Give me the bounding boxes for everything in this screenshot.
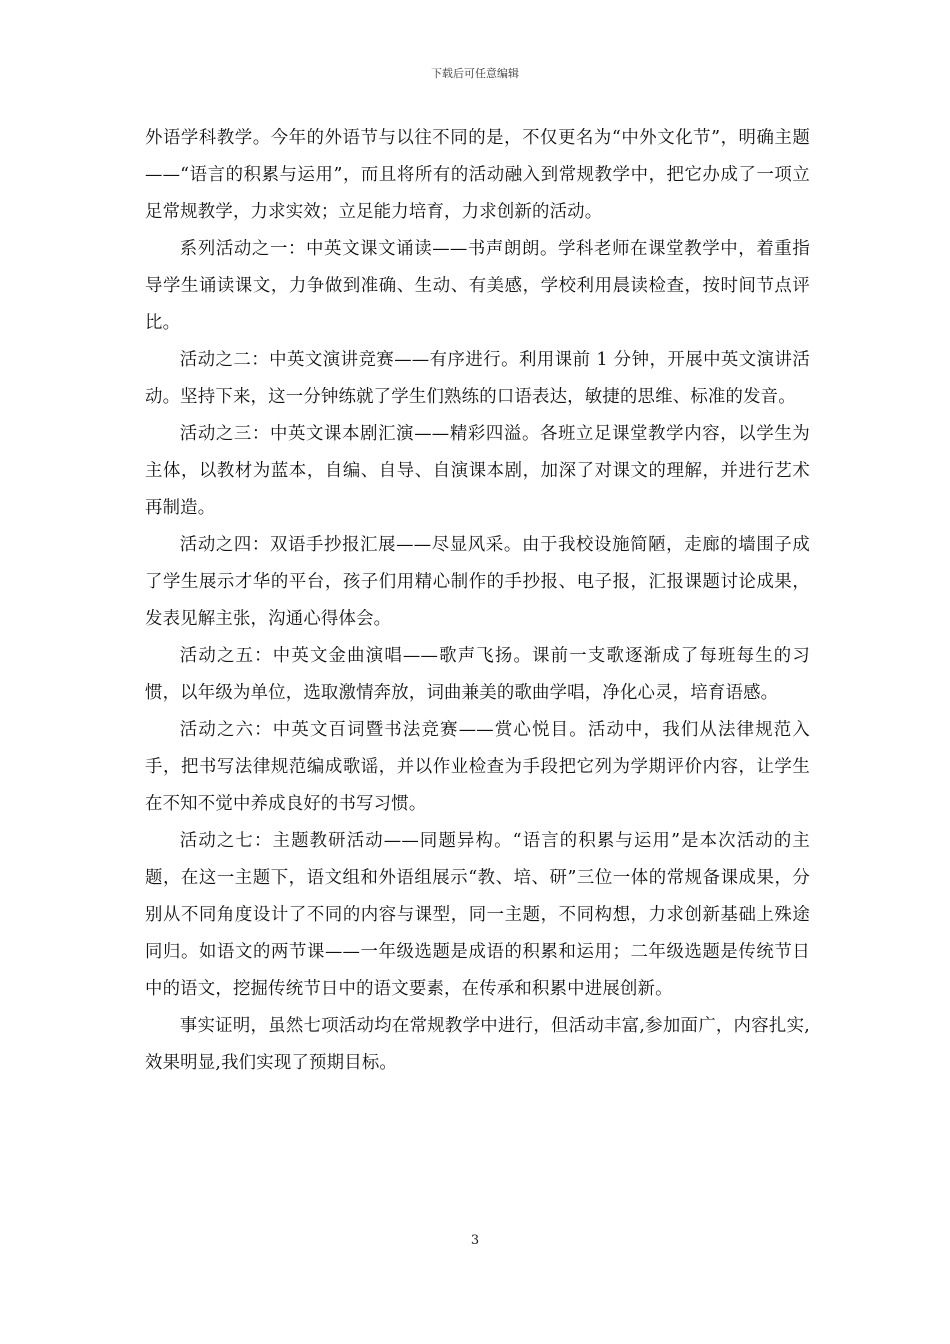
paragraph-continuation: 外语学科教学。今年的外语节与以往不同的是，不仅更名为“中外文化节”，明确主题——“语言的积累与运用”，而且将所有的活动融入到常规教学中，把它办成了一项立足常规教学，力求实效；立足能力培育，力求创新的活动。 — [145, 128, 810, 222]
paragraph-activity-5: 活动之五：中英文金曲演唱——歌声飞扬。课前一支歌逐渐成了每班每生的习惯，以年级为单位，选取激情奔放，词曲兼美的歌曲学唱，净化心灵，培育语感。 — [145, 646, 810, 703]
document-body — [145, 120, 810, 1082]
paragraph-conclusion: 事实证明，虽然七项活动均在常规教学中进行，但活动丰富,参加面广，内容扎实,效果明显,我们实现了预期目标。 — [145, 1016, 810, 1073]
paragraph-activity-4: 活动之四：双语手抄报汇展——尽显风采。由于我校设施简陋，走廊的墙围子成了学生展示才华的平台，孩子们用精心制作的手抄报、电子报，汇报课题讨论成果，发表见解主张，沟通心得体会。 — [145, 535, 810, 629]
page-header: 下载后可任意编辑 — [431, 67, 519, 80]
paragraph-activity-7: 活动之七：主题教研活动——同题异构。“语言的积累与运用”是本次活动的主题，在这一主题下，语文组和外语组展示“教、培、研”三位一体的常规备课成果，分别从不同角度设计了不同的内容与课型，同一主题，不同构想，力求创新基础上殊途同归。如语文的两节课——一年级选题是成语的积累和运用；二年级选题是传统节日中的语文，挖掘传统节日中的语文要素，在传承和积累中进展创新。 — [145, 831, 810, 999]
paragraph-activity-2: 活动之二：中英文演讲竞赛——有序进行。利用课前 1 分钟，开展中英文演讲活动。坚持下来，这一分钟练就了学生们熟练的口语表达，敏捷的思维、标准的发音。 — [145, 350, 810, 407]
page-number: 3 — [470, 1233, 480, 1248]
paragraph-activity-1: 系列活动之一：中英文课文诵读——书声朗朗。学科老师在课堂教学中，着重指导学生诵读课文，力争做到准确、生动、有美感，学校利用晨读检查，按时间节点评比。 — [145, 239, 810, 333]
paragraph-activity-3: 活动之三：中英文课本剧汇演——精彩四溢。各班立足课堂教学内容，以学生为主体，以教材为蓝本，自编、自导、自演课本剧，加深了对课文的理解，并进行艺术再制造。 — [145, 424, 810, 518]
paragraph-activity-6: 活动之六：中英文百词暨书法竞赛——赏心悦目。活动中，我们从法律规范入手，把书写法律规范编成歌谣，并以作业检查为手段把它列为学期评价内容，让学生在不知不觉中养成良好的书写习惯。 — [145, 720, 810, 814]
